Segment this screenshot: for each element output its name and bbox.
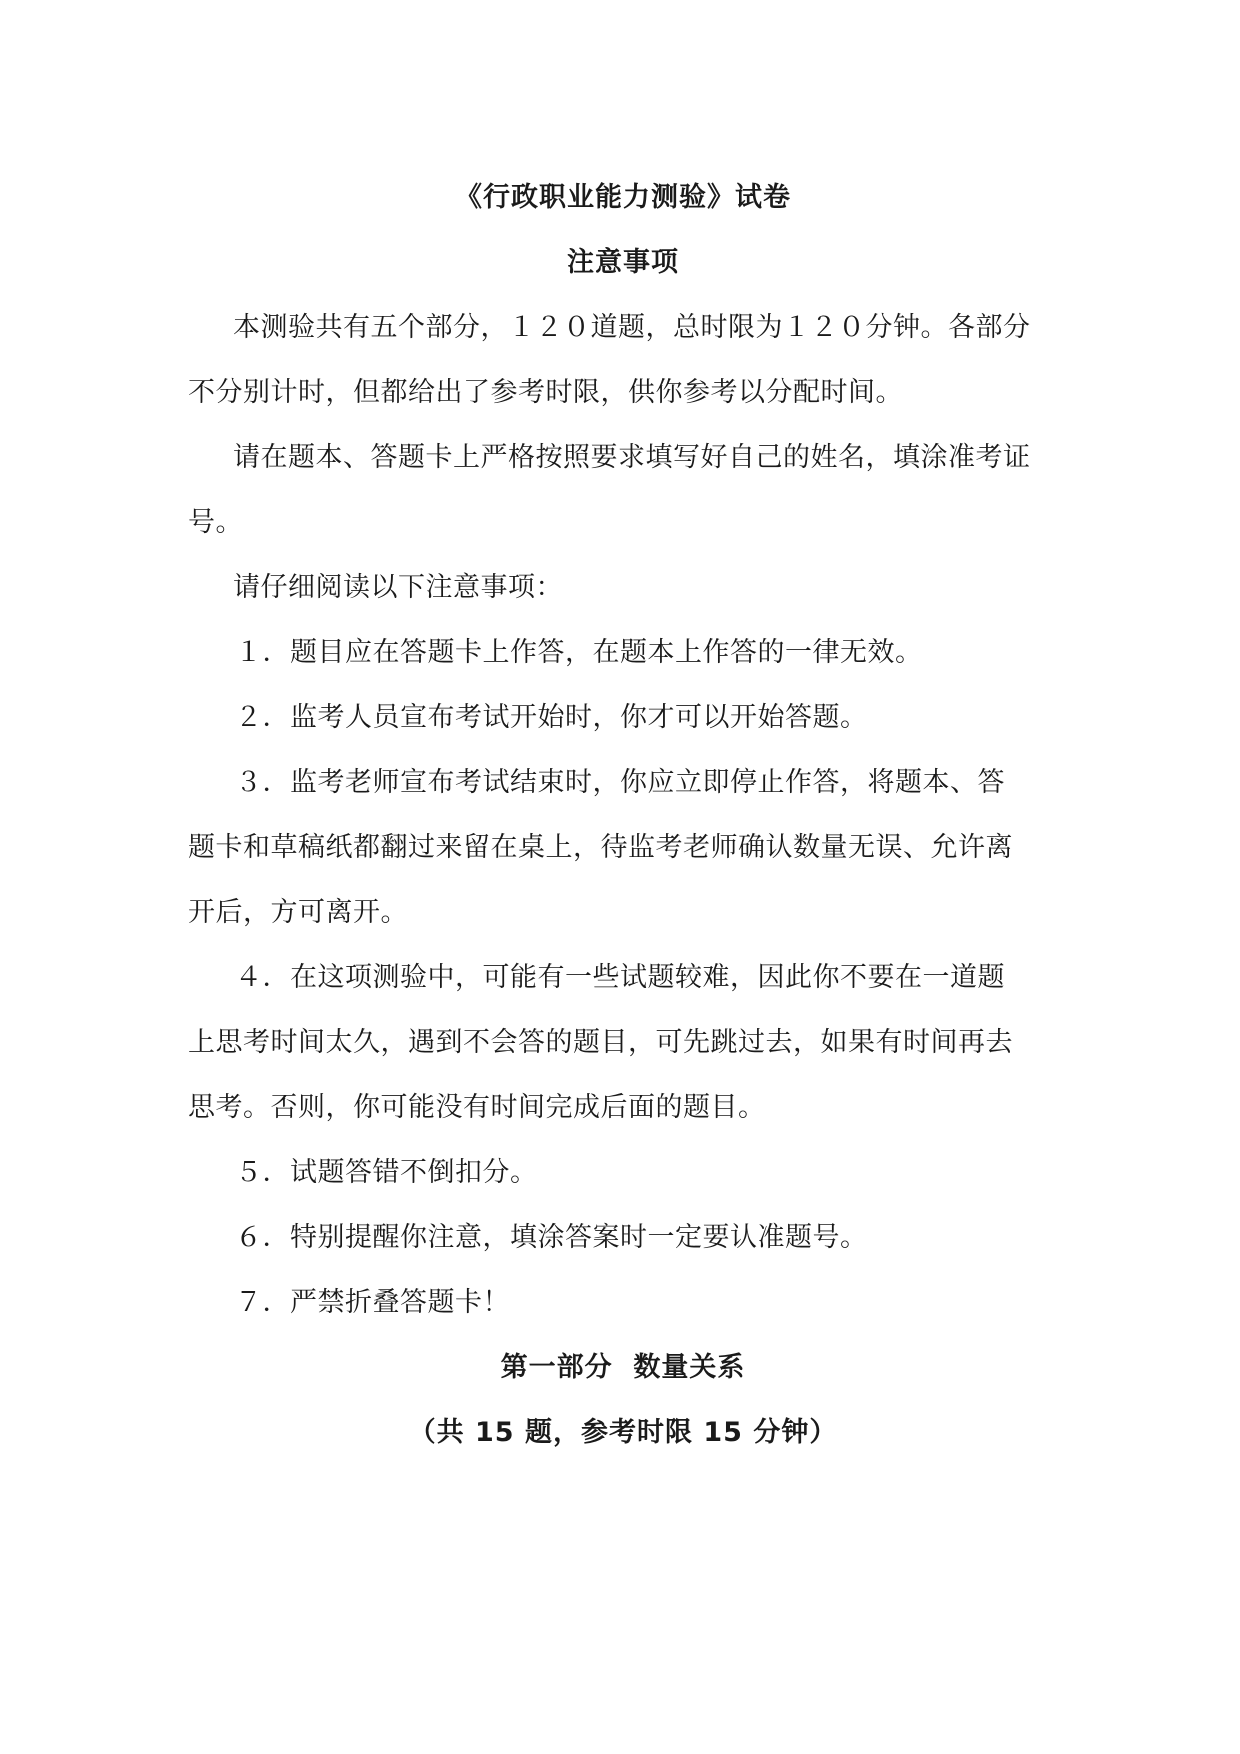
notice-item-3-cont: 题卡和草稿纸都翻过来留在桌上，待监考老师确认数量无误、允许离	[188, 832, 1013, 863]
paragraph-line: 请仔细阅读以下注意事项：	[233, 572, 563, 603]
notice-heading: 注意事项	[567, 247, 679, 278]
notice-item-3-cont: 开后，方可离开。	[188, 897, 408, 928]
notice-item-4-cont: 上思考时间太久，遇到不会答的题目，可先跳过去，如果有时间再去	[188, 1027, 1013, 1058]
notice-item-3: ３．监考老师宣布考试结束时，你应立即停止作答，将题本、答	[235, 767, 1005, 798]
paragraph-line: 请在题本、答题卡上严格按照要求填写好自己的姓名，填涂准考证	[233, 442, 1031, 473]
document-title: 《行政职业能力测验》试卷	[455, 182, 791, 213]
paragraph-line: 不分别计时，但都给出了参考时限，供你参考以分配时间。	[188, 377, 903, 408]
paragraph-line: 号。	[188, 507, 243, 538]
notice-item-4-cont: 思考。否则，你可能没有时间完成后面的题目。	[188, 1092, 766, 1123]
paragraph-line: 本测验共有五个部分，１２０道题，总时限为１２０分钟。各部分	[233, 312, 1031, 343]
notice-item-1: １．题目应在答题卡上作答，在题本上作答的一律无效。	[235, 637, 923, 668]
notice-item-4: ４．在这项测验中，可能有一些试题较难，因此你不要在一道题	[235, 962, 1005, 993]
notice-item-6: ６．特别提醒你注意，填涂答案时一定要认准题号。	[235, 1222, 868, 1253]
notice-item-2: ２．监考人员宣布考试开始时，你才可以开始答题。	[235, 702, 868, 733]
section-subtitle: （共 15 题，参考时限 15 分钟）	[408, 1417, 838, 1448]
section-title: 第一部分 数量关系	[500, 1352, 746, 1383]
notice-item-5: ５．试题答错不倒扣分。	[235, 1157, 538, 1188]
document-page	[188, 165, 1058, 1465]
notice-item-7: ７．严禁折叠答题卡！	[235, 1287, 510, 1318]
